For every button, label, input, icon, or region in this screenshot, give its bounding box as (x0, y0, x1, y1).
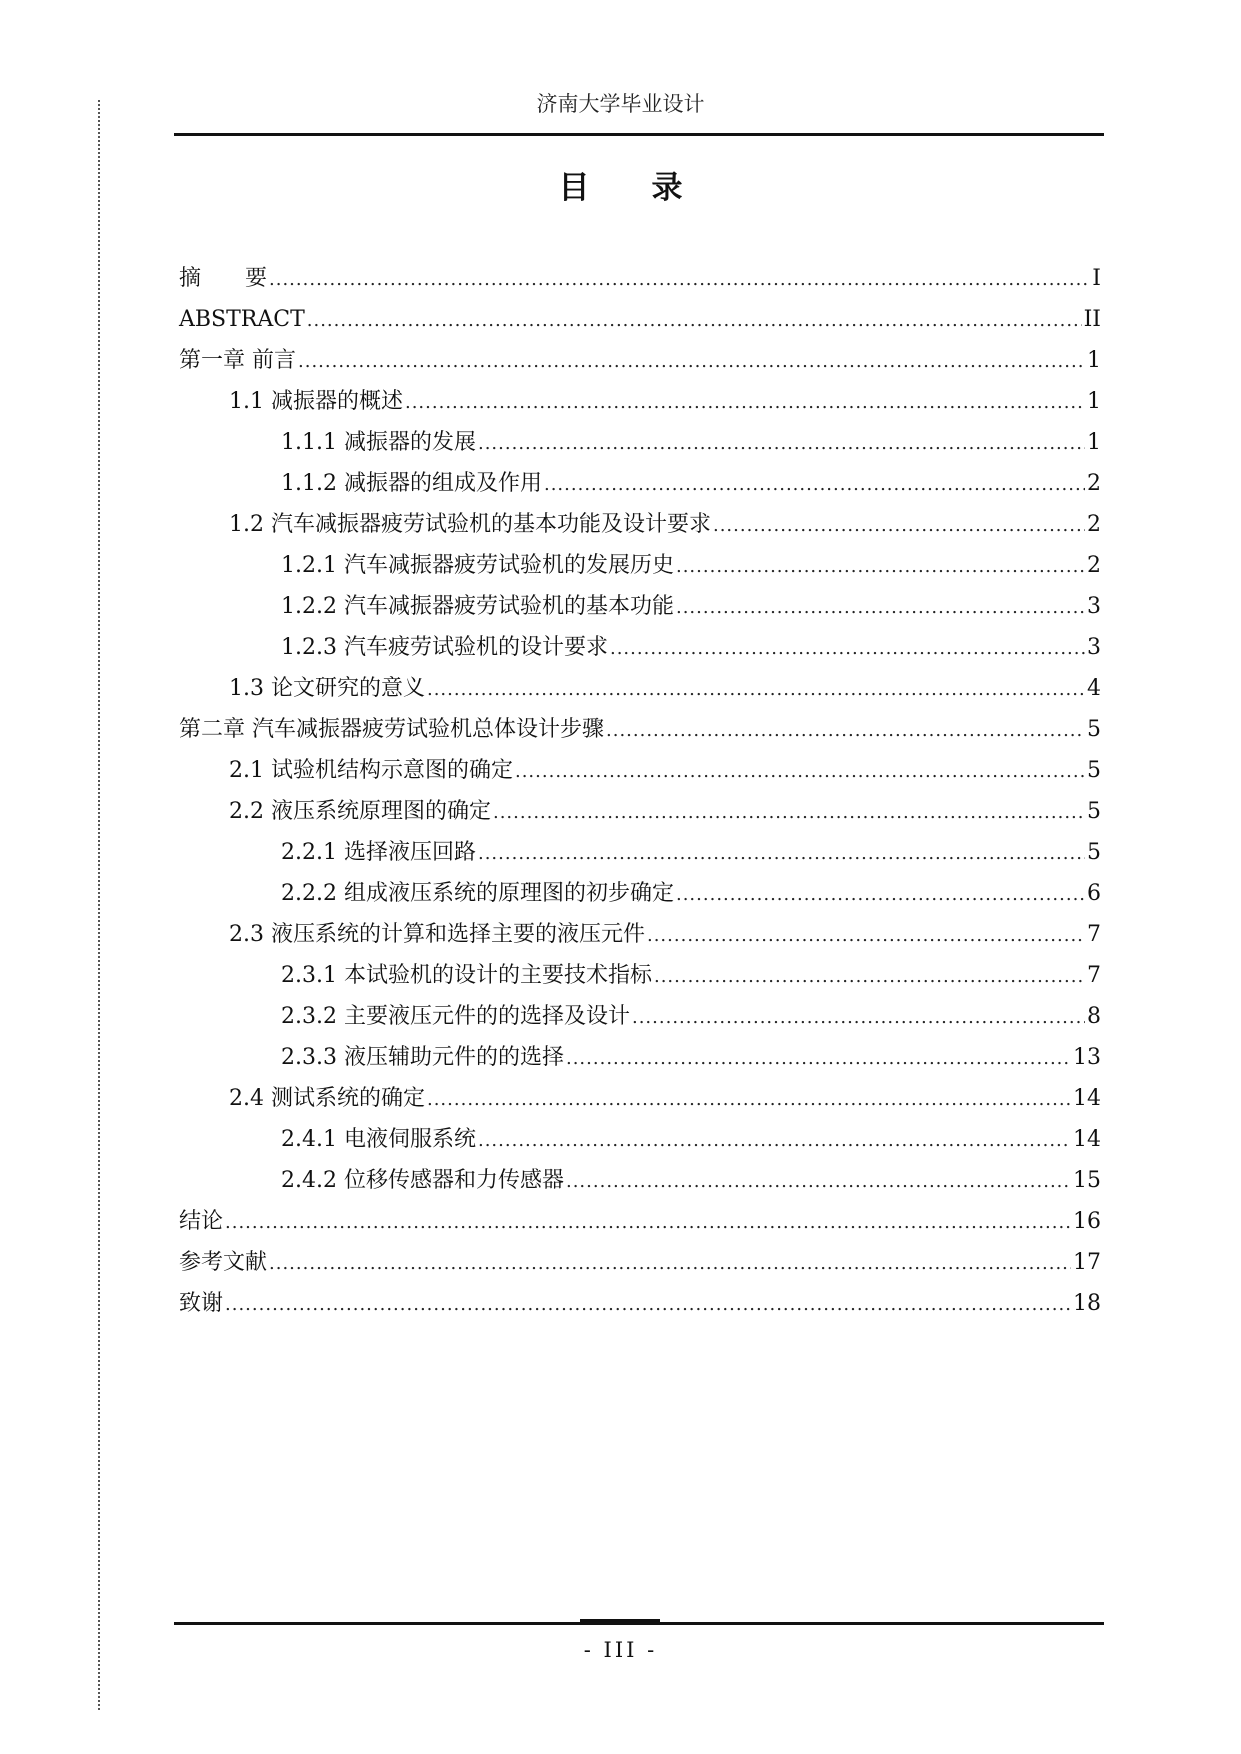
toc-entry-page: 5 (1087, 840, 1101, 865)
toc-entry[interactable] (179, 703, 1101, 744)
toc-entry-page: 7 (1087, 963, 1101, 988)
toc-leader-dots (515, 759, 1085, 785)
toc-entry-title: 第一章 前言 (179, 348, 296, 373)
toc-entry-page: 8 (1087, 1004, 1101, 1029)
toc-entry[interactable] (179, 662, 1101, 703)
toc-entry[interactable] (179, 990, 1101, 1031)
toc-entry[interactable] (179, 908, 1101, 949)
toc-leader-dots (566, 1169, 1071, 1195)
toc-leader-dots (676, 882, 1085, 908)
toc-entry-page: 17 (1073, 1250, 1101, 1275)
toc-entry-page: 5 (1087, 758, 1101, 783)
toc-entry-title: 2.1 试验机结构示意图的确定 (229, 758, 513, 783)
toc-entry[interactable] (179, 580, 1101, 621)
toc-entry-title: 2.4 测试系统的确定 (229, 1086, 425, 1111)
toc-entry-title: ABSTRACT (179, 307, 305, 332)
toc-leader-dots (654, 964, 1085, 990)
toc-entry-title: 2.3 液压系统的计算和选择主要的液压元件 (229, 922, 645, 947)
toc-entry[interactable] (179, 334, 1101, 375)
toc-entry-title: 1.2 汽车减振器疲劳试验机的基本功能及设计要求 (229, 512, 711, 537)
toc-entry-title: 2.3.2 主要液压元件的的选择及设计 (281, 1004, 630, 1029)
toc-entry-page: 6 (1087, 881, 1101, 906)
toc-entry-title: 2.3.3 液压辅助元件的的选择 (281, 1045, 564, 1070)
toc-entry[interactable] (179, 744, 1101, 785)
toc-leader-dots (405, 390, 1085, 416)
toc-entry[interactable] (179, 867, 1101, 908)
toc-entry-title: 第二章 汽车减振器疲劳试验机总体设计步骤 (179, 717, 604, 742)
toc-entry[interactable] (179, 293, 1101, 334)
toc-entry[interactable] (179, 1277, 1101, 1318)
toc-title: 目录 (558, 170, 745, 206)
toc-entry-page: 16 (1073, 1209, 1101, 1234)
toc-entry[interactable] (179, 826, 1101, 867)
toc-entry[interactable] (179, 1113, 1101, 1154)
toc-entry-page: 5 (1087, 717, 1101, 742)
toc-entry[interactable] (179, 1031, 1101, 1072)
toc-entry-page: 1 (1087, 430, 1101, 455)
toc-entry[interactable] (179, 252, 1101, 293)
toc-entry-title: 致谢 (179, 1291, 224, 1316)
toc-entry-page: 5 (1087, 799, 1101, 824)
toc-leader-dots (298, 349, 1085, 375)
toc-entry-title: 摘 要 (179, 266, 268, 291)
toc-entry-title: 1.2.2 汽车减振器疲劳试验机的基本功能 (281, 594, 674, 619)
toc-entry[interactable] (179, 416, 1101, 457)
toc-leader-dots (632, 1005, 1085, 1031)
toc-leader-dots (544, 472, 1085, 498)
toc-entry[interactable] (179, 1236, 1101, 1277)
toc-leader-dots (427, 677, 1085, 703)
toc-leader-dots (269, 1251, 1071, 1277)
toc-entry[interactable] (179, 539, 1101, 580)
header-rule (174, 133, 1104, 136)
toc-entry-title: 1.1.2 减振器的组成及作用 (281, 471, 542, 496)
toc-entry-title: 2.2.1 选择液压回路 (281, 840, 476, 865)
toc-entry-title: 2.3.1 本试验机的设计的主要技术指标 (281, 963, 652, 988)
toc-entry-page: 7 (1087, 922, 1101, 947)
toc-leader-dots (269, 267, 1090, 293)
toc-entry-page: 2 (1087, 553, 1101, 578)
toc-leader-dots (225, 1292, 1071, 1318)
toc-entry-page: 18 (1073, 1291, 1101, 1316)
toc-leader-dots (478, 841, 1085, 867)
toc-entry[interactable] (179, 457, 1101, 498)
toc-entry-title: 2.2 液压系统原理图的确定 (229, 799, 491, 824)
toc-entry[interactable] (179, 498, 1101, 539)
footer-rule-mark (580, 1619, 660, 1622)
toc-entry[interactable] (179, 949, 1101, 990)
toc-entry-title: 1.1.1 减振器的发展 (281, 430, 476, 455)
toc-entry-page: 14 (1073, 1127, 1101, 1152)
toc-entry-title: 2.4.1 电液伺服系统 (281, 1127, 476, 1152)
toc-entry-page: 4 (1087, 676, 1101, 701)
toc-entry-page: 1 (1087, 389, 1101, 414)
toc-entry-page: 13 (1073, 1045, 1101, 1070)
table-of-contents (179, 252, 1101, 1318)
binding-margin-line (98, 100, 100, 1710)
toc-leader-dots (478, 1128, 1071, 1154)
toc-entry-page: 2 (1087, 471, 1101, 496)
toc-leader-dots (610, 636, 1085, 662)
toc-entry-title: 1.2.3 汽车疲劳试验机的设计要求 (281, 635, 608, 660)
toc-entry-title: 1.2.1 汽车减振器疲劳试验机的发展历史 (281, 553, 674, 578)
toc-entry-title: 2.4.2 位移传感器和力传感器 (281, 1168, 564, 1193)
toc-leader-dots (676, 554, 1085, 580)
toc-entry-page: 15 (1073, 1168, 1101, 1193)
toc-leader-dots (478, 431, 1085, 457)
toc-leader-dots (225, 1210, 1071, 1236)
toc-entry-title: 结论 (179, 1209, 224, 1234)
toc-entry-title: 1.3 论文研究的意义 (229, 676, 425, 701)
toc-leader-dots (307, 308, 1082, 334)
toc-entry[interactable] (179, 375, 1101, 416)
toc-entry[interactable] (179, 785, 1101, 826)
toc-entry[interactable] (179, 1195, 1101, 1236)
toc-entry-title: 参考文献 (179, 1250, 268, 1275)
toc-leader-dots (713, 513, 1085, 539)
toc-entry-page: I (1092, 266, 1101, 291)
toc-entry-title: 2.2.2 组成液压系统的原理图的初步确定 (281, 881, 674, 906)
toc-leader-dots (566, 1046, 1071, 1072)
toc-leader-dots (647, 923, 1085, 949)
toc-leader-dots (493, 800, 1085, 826)
running-header: 济南大学毕业设计 (536, 92, 705, 116)
toc-entry-page: 3 (1087, 594, 1101, 619)
toc-entry-page: 3 (1087, 635, 1101, 660)
toc-leader-dots (676, 595, 1085, 621)
toc-entry-page: 2 (1087, 512, 1101, 537)
toc-leader-dots (606, 718, 1085, 744)
toc-entry[interactable] (179, 1154, 1101, 1195)
toc-entry-page: 1 (1087, 348, 1101, 373)
page-number: - III - (583, 1638, 658, 1662)
toc-leader-dots (427, 1087, 1071, 1113)
toc-entry-page: 14 (1073, 1086, 1101, 1111)
toc-entry[interactable] (179, 1072, 1101, 1113)
toc-entry-title: 1.1 减振器的概述 (229, 389, 403, 414)
footer-rule (174, 1622, 1104, 1625)
toc-entry[interactable] (179, 621, 1101, 662)
toc-entry-page: II (1083, 307, 1101, 332)
